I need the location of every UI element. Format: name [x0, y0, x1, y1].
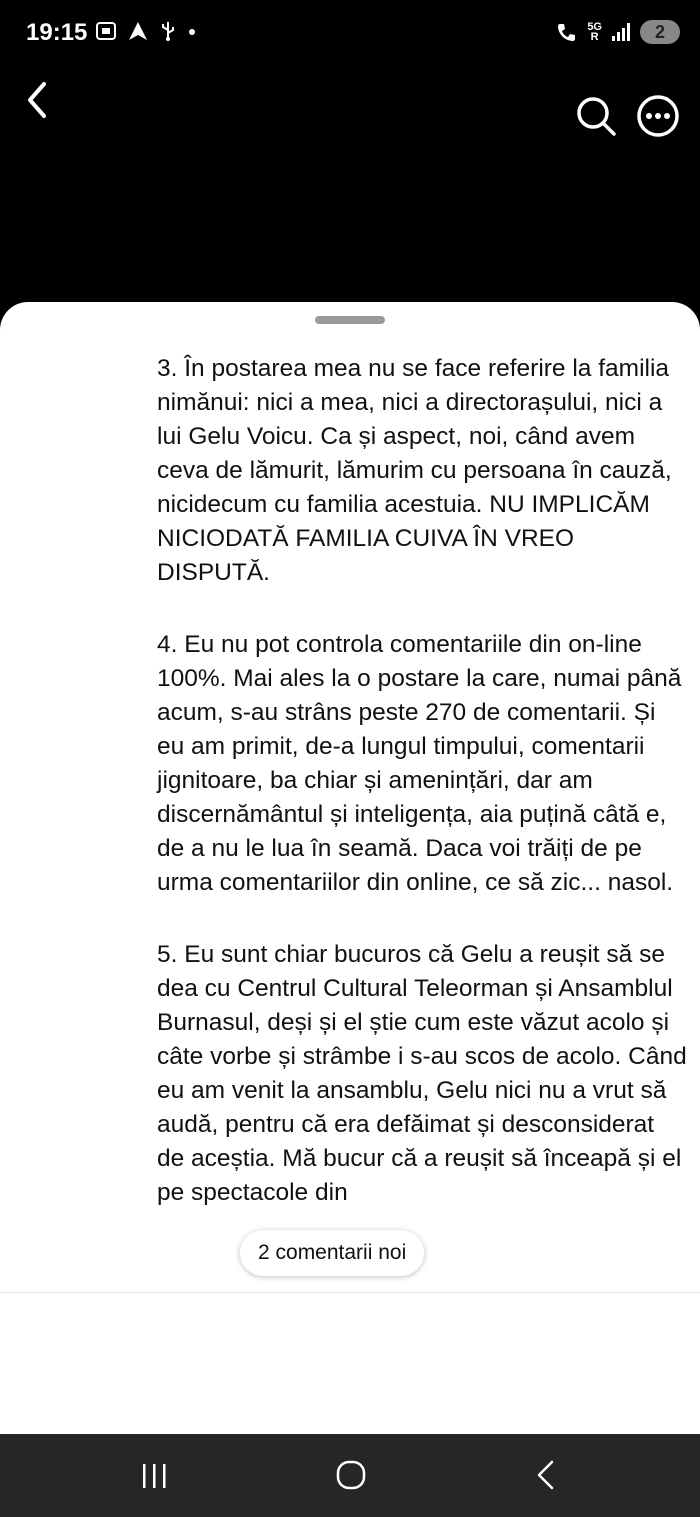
recent-apps-icon[interactable] [140, 1464, 170, 1488]
navigation-arrow-icon [127, 20, 149, 42]
post-text [157, 352, 687, 1248]
status-notification-icons [95, 20, 197, 42]
more-horizontal-icon[interactable] [636, 94, 680, 138]
comment-sheet [0, 302, 700, 1434]
network-label: 5G [587, 21, 602, 33]
status-bar [0, 0, 700, 70]
chevron-left-icon[interactable] [18, 78, 58, 122]
post-paragraph-5: 5. Eu sunt chiar bucuros că Gelu a reușit să se dea cu Centrul Cultural Teleorman și Ansamblul Burnasul, deși și el știe cum este văzut acolo și câte vorbe și strâmbe i s-au scos de acolo. Când eu am venit la ansamblu, Gelu nici nu a vrut să audă, pentru că era defăimat și desconsiderat de aceștia. Mă bucur că a reușit să înceapă și el pe spectacole din [157, 941, 687, 1206]
network-sub-label: R [590, 31, 599, 43]
drag-handle[interactable] [315, 316, 385, 324]
back-icon[interactable] [534, 1460, 556, 1490]
status-time: 19:15 [26, 19, 88, 46]
search-icon[interactable] [574, 94, 618, 138]
post-paragraph-4: 4. Eu nu pot controla comentariile din on-line 100%. Mai ales la o postare la care, numai până acum, s-au strâns peste 270 de comentarii. Și eu am primit, de-a lungul timpului, comentarii jignitoare, ba chiar și amenințări, dar am discernământul și inteligența, aia puțină câtă e, de a nu le lua în seamă. Daca voi trăiți de pe urma comentariilor din online, ce să zic... nasol. [157, 631, 682, 896]
system-nav-bar [0, 1434, 700, 1517]
signal-icon [612, 23, 630, 41]
home-icon[interactable] [336, 1460, 366, 1490]
screenshot-icon [95, 20, 117, 42]
battery-level: 2 [654, 22, 665, 42]
new-comments-button[interactable]: 2 comentarii noi [240, 1230, 424, 1276]
comments-area [0, 1292, 700, 1434]
post-paragraph-3: 3. În postarea mea nu se face referire la familia nimănui: nici a mea, nici a directorașului, nici a lui Gelu Voicu. Ca și aspect, noi, când avem ceva de lămurit, lămurim cu persoana în cauză, nicidecum cu familia acestuia. NU IMPLICĂM NICIODATĂ FAMILIA CUIVA ÎN VREO DISPUTĂ. [157, 355, 672, 586]
usb-icon [159, 20, 177, 42]
dot-icon [187, 20, 197, 42]
volte-call-icon [555, 21, 577, 43]
status-system-icons [555, 20, 680, 44]
battery-icon [640, 20, 680, 44]
network-type [587, 22, 602, 42]
